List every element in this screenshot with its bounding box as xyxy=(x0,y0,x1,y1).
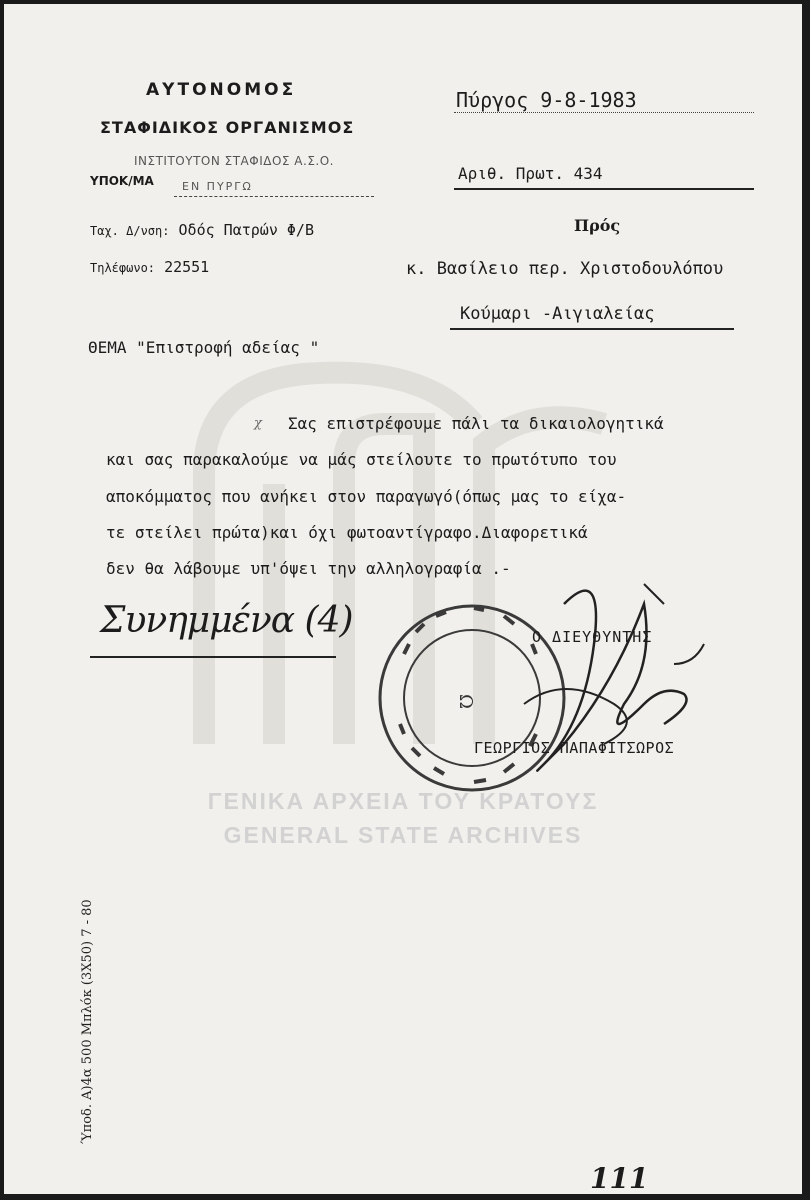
address-value: Οδός Πατρών Φ/Β xyxy=(178,221,314,239)
archive-watermark-english: GENERAL STATE ARCHIVES xyxy=(223,822,583,848)
subject-text: "Επιστροφή αδείας " xyxy=(136,338,320,357)
place-date: Πύργος 9-8-1983 xyxy=(456,88,637,112)
signer-name: ΓΕΩΡΓΙΟΣ ΠΑΠΑΦΙΤΣΩΡΟΣ xyxy=(474,739,675,757)
enclosure-note: Συνημμένα (4) xyxy=(100,600,353,641)
phone-label: Τηλέφωνο: xyxy=(90,261,156,275)
address-label: Ταχ. Δ/νση: xyxy=(90,224,170,238)
org-name-line1: ΑΥΤΟΝΟΜΟΣ xyxy=(146,80,297,100)
department-value: ΕΝ ΠΥΡΓΩ xyxy=(182,180,253,193)
department-label: ΥΠΟΚ/ΜΑ xyxy=(90,174,154,188)
signer-title: Ο ΔΙΕΥΘΥΝΤΗΣ xyxy=(532,628,653,646)
recipient-village: Κούμαρι -Αιγιαλείας xyxy=(460,304,655,324)
body-line-4: τε στείλει πρώτα)και όχι φωτοαντίγραφο.Διαφορετικά xyxy=(106,523,588,542)
body-mark: χ xyxy=(254,416,262,431)
body-line-5: δεν θα λάβουμε υπ'όψει την αλληλογραφία .- xyxy=(106,559,511,578)
printer-note: Ύποδ. Α)4α 500 Μπλόκ (3Χ50) 7 - 80 xyxy=(80,899,95,1144)
department-underline xyxy=(174,196,374,197)
subject-label: ΘΕΜΑ xyxy=(88,338,127,357)
village-underline xyxy=(450,328,734,330)
phone xyxy=(90,258,209,276)
protocol-number xyxy=(458,164,603,183)
phone-value: 22551 xyxy=(164,258,210,276)
protocol-value: 434 xyxy=(573,164,603,183)
recipient-name: κ. Βασίλειο περ. Χριστοδουλόπου xyxy=(406,259,724,279)
protocol-underline xyxy=(454,188,754,190)
date-underline xyxy=(454,112,754,113)
archive-watermark-greek: ΓΕΝΙΚΑ ΑΡΧΕΙΑ ΤΟΥ ΚΡΑΤΟΥΣ xyxy=(207,788,599,814)
protocol-label: Αριθ. Πρωτ. xyxy=(458,164,564,183)
subject xyxy=(88,338,319,357)
address xyxy=(90,221,314,239)
page-number: 111 xyxy=(590,1162,649,1194)
enclosure-underline xyxy=(90,656,336,658)
body-line-2: και σας παρακαλούμε να μάς στείλουτε το πρωτότυπο του xyxy=(106,450,617,469)
institute-stamp: ΙΝΣΤΙΤΟΥΤΟΝ ΣΤΑΦΙΔΟΣ Α.Σ.Ο. xyxy=(134,154,334,168)
org-name-line2: ΣΤΑΦΙΔΙΚΟΣ ΟΡΓΑΝΙΣΜΟΣ xyxy=(100,118,355,137)
letter-page xyxy=(4,4,802,1194)
to-label: Πρός xyxy=(574,216,621,235)
svg-text:Ω: Ω xyxy=(455,694,476,709)
body-line-1: Σας επιστρέφουμε πάλι τα δικαιολογητικά xyxy=(288,414,664,433)
body-line-3: αποκόμματος που ανήκει στον παραγωγό(όπως μας το είχα- xyxy=(106,487,627,506)
